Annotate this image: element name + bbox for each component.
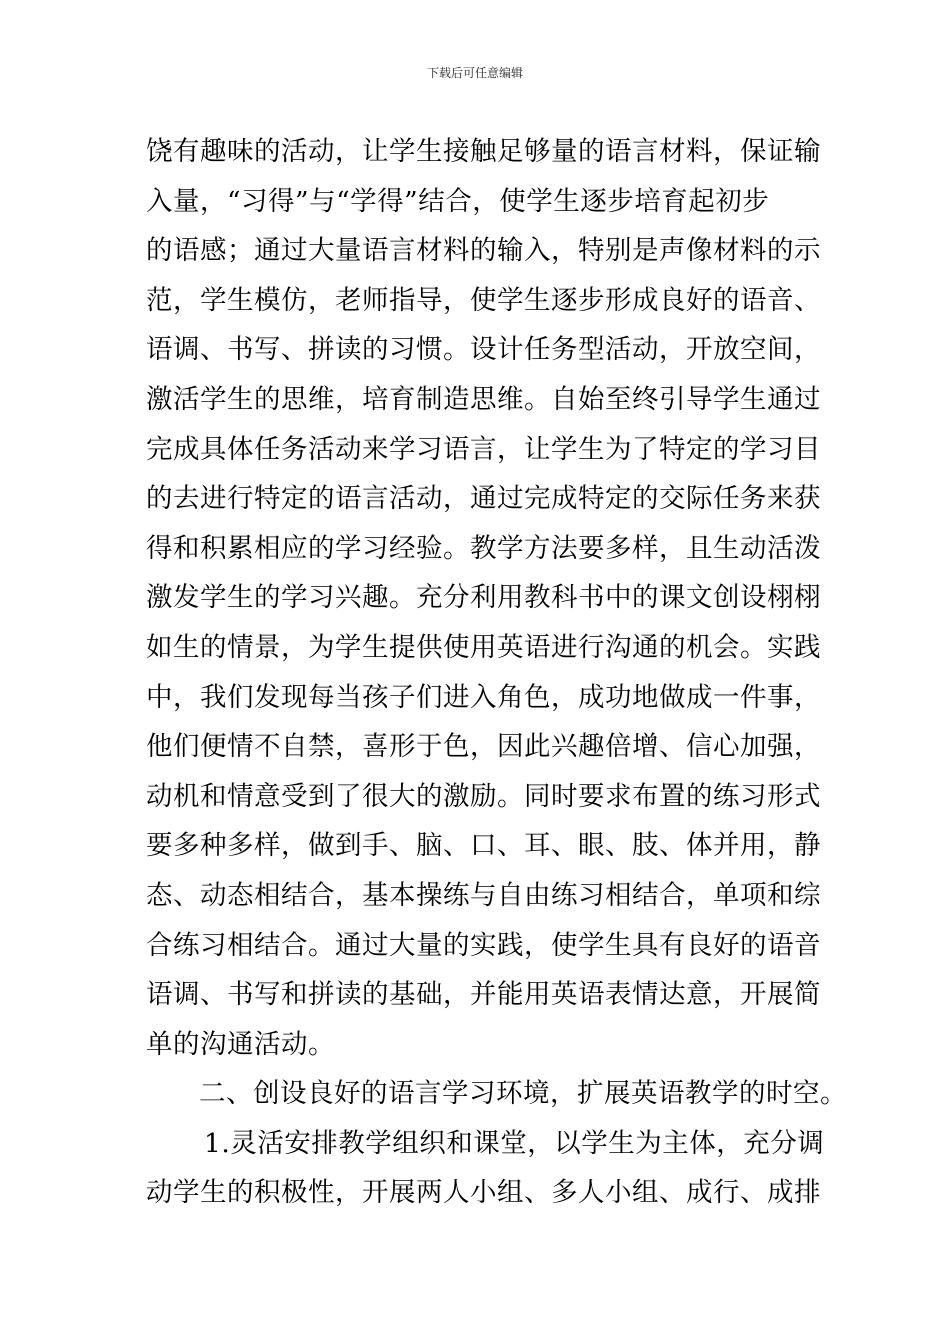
text-line: 的语感；通过大量语言材料的输入，特别是声像材料的示 [146, 235, 821, 267]
text-line: 如生的情景，为学生提供使用英语进行沟通的机会。实践 [146, 631, 821, 663]
text-line: 要多种多样，做到手、脑、口、耳、眼、肢、体并用，静 [146, 830, 821, 862]
text-line: 动学生的积极性，开展两人小组、多人小组、成行、成排 [146, 1177, 821, 1209]
text-line: 中，我们发现每当孩子们进入角色，成功地做成一件事， [146, 681, 821, 713]
text-line: 范，学生模仿，老师指导，使学生逐步形成良好的语音、 [146, 284, 821, 316]
section-heading: 二、创设良好的语言学习环境，扩展英语教学的时空。 [199, 1078, 847, 1110]
text-line: 激活学生的思维，培育制造思维。自始至终引导学生通过 [146, 383, 821, 415]
text-line: 激发学生的学习兴趣。充分利用教科书中的课文创设栩栩 [146, 582, 821, 614]
text-line: 1.灵活安排教学组织和课堂，以学生为主体，充分调 [204, 1127, 825, 1159]
text-line: 饶有趣味的活动，让学生接触足够量的语言材料，保证输 [146, 136, 821, 167]
text-line: 得和积累相应的学习经验。教学方法要多样，且生动活泼 [146, 532, 821, 564]
document-body [146, 127, 847, 1218]
text-line: 动机和情意受到了很大的激励。同时要求布置的练习形式 [146, 780, 821, 812]
text-line: 单的沟通活动。 [146, 1028, 335, 1060]
text-line: 语调、书写、拼读的习惯。设计任务型活动，开放空间， [146, 334, 821, 366]
text-line: 完成具体任务活动来学习语言，让学生为了特定的学习目 [146, 433, 821, 465]
text-line: 态、动态相结合，基本操练与自由练习相结合，单项和综 [146, 879, 821, 911]
text-line: 入量，“习得”与“学得”结合，使学生逐步培育起初步 [146, 185, 770, 217]
text-line: 的去进行特定的语言活动，通过完成特定的交际任务来获 [146, 483, 821, 515]
text-line: 他们便情不自禁，喜形于色，因此兴趣倍增、信心加强， [146, 731, 821, 763]
text-line: 语调、书写和拼读的基础，并能用英语表情达意，开展简 [146, 979, 821, 1011]
page-header: 下载后可任意编辑 [426, 66, 523, 80]
text-line: 合练习相结合。通过大量的实践，使学生具有良好的语音 [146, 929, 821, 961]
